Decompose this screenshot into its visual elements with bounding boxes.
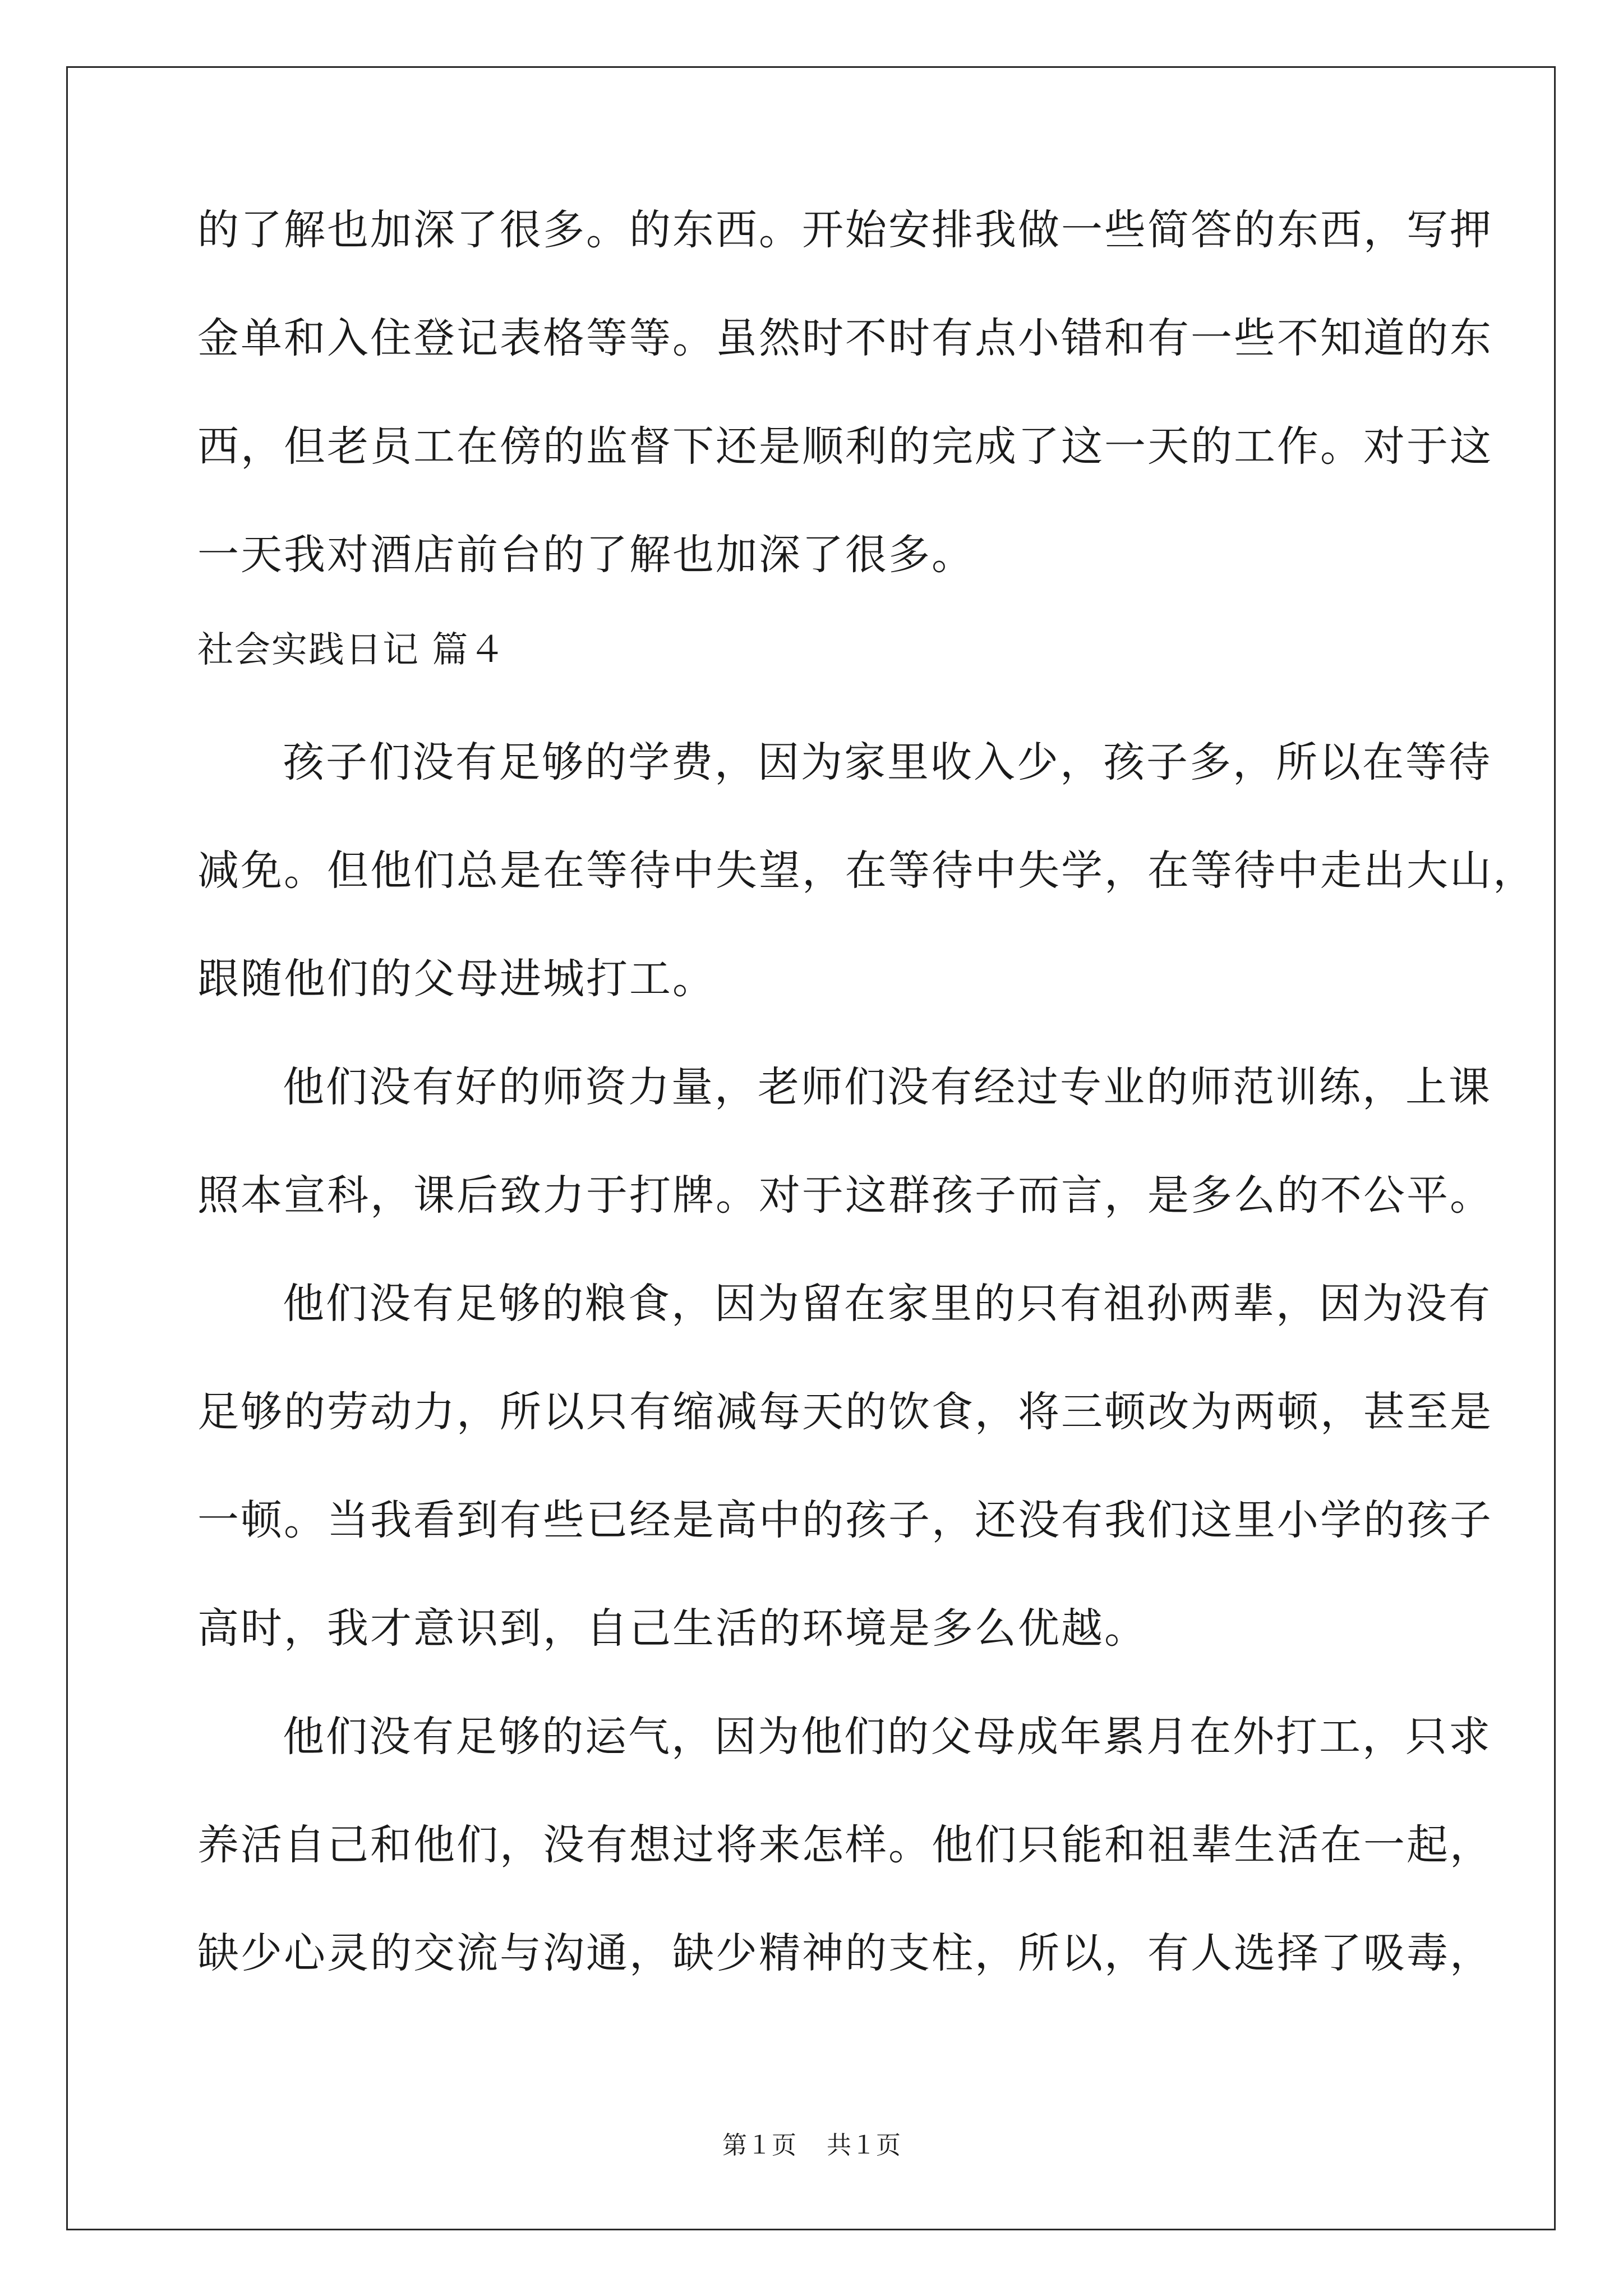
page-footer bbox=[0, 2129, 1623, 2162]
text-line: 他们没有足够的粮食，因为留在家里的只有祖孙两辈，因为没有 bbox=[283, 1280, 1492, 1328]
document-body bbox=[197, 202, 1536, 2033]
text-line: 一天我对酒店前台的了解也加深了很多。 bbox=[197, 531, 975, 579]
text-line: 金单和入住登记表格等等。虽然时不时有点小错和有一些不知道的东 bbox=[197, 314, 1493, 362]
text-line: 跟随他们的父母进城打工。 bbox=[197, 955, 716, 1003]
text-line: 照本宣科，课后致力于打牌。对于这群孩子而言，是多么的不公平。 bbox=[197, 1171, 1493, 1220]
text-line: 孩子们没有足够的学费，因为家里收入少，孩子多，所以在等待 bbox=[283, 738, 1492, 786]
text-line: 养活自己和他们，没有想过将来怎样。他们只能和祖辈生活在一起， bbox=[197, 1821, 1493, 1869]
page-total: 共１页 bbox=[827, 2131, 901, 2160]
section-heading: 社会实践日记 篇４ bbox=[197, 629, 506, 671]
text-line: 缺少心灵的交流与沟通，缺少精神的支柱，所以，有人选择了吸毒， bbox=[197, 1929, 1493, 1977]
text-line: 的了解也加深了很多。的东西。开始安排我做一些简答的东西，写押 bbox=[197, 206, 1493, 254]
text-line: 高时，我才意识到，自己生活的环境是多么优越。 bbox=[197, 1604, 1147, 1653]
text-line: 减免。但他们总是在等待中失望，在等待中失学，在等待中走出大山， bbox=[197, 846, 1536, 895]
text-line: 一顿。当我看到有些已经是高中的孩子，还没有我们这里小学的孩子 bbox=[197, 1496, 1493, 1544]
text-line: 足够的劳动力，所以只有缩减每天的饮食，将三顿改为两顿，甚至是 bbox=[197, 1388, 1493, 1436]
text-line: 西，但老员工在傍的监督下还是顺利的完成了这一天的工作。对于这 bbox=[197, 422, 1493, 471]
page-number: 第１页 bbox=[722, 2131, 796, 2160]
text-line: 他们没有好的师资力量，老师们没有经过专业的师范训练，上课 bbox=[283, 1063, 1492, 1111]
text-line: 他们没有足够的运气，因为他们的父母成年累月在外打工，只求 bbox=[283, 1713, 1492, 1761]
